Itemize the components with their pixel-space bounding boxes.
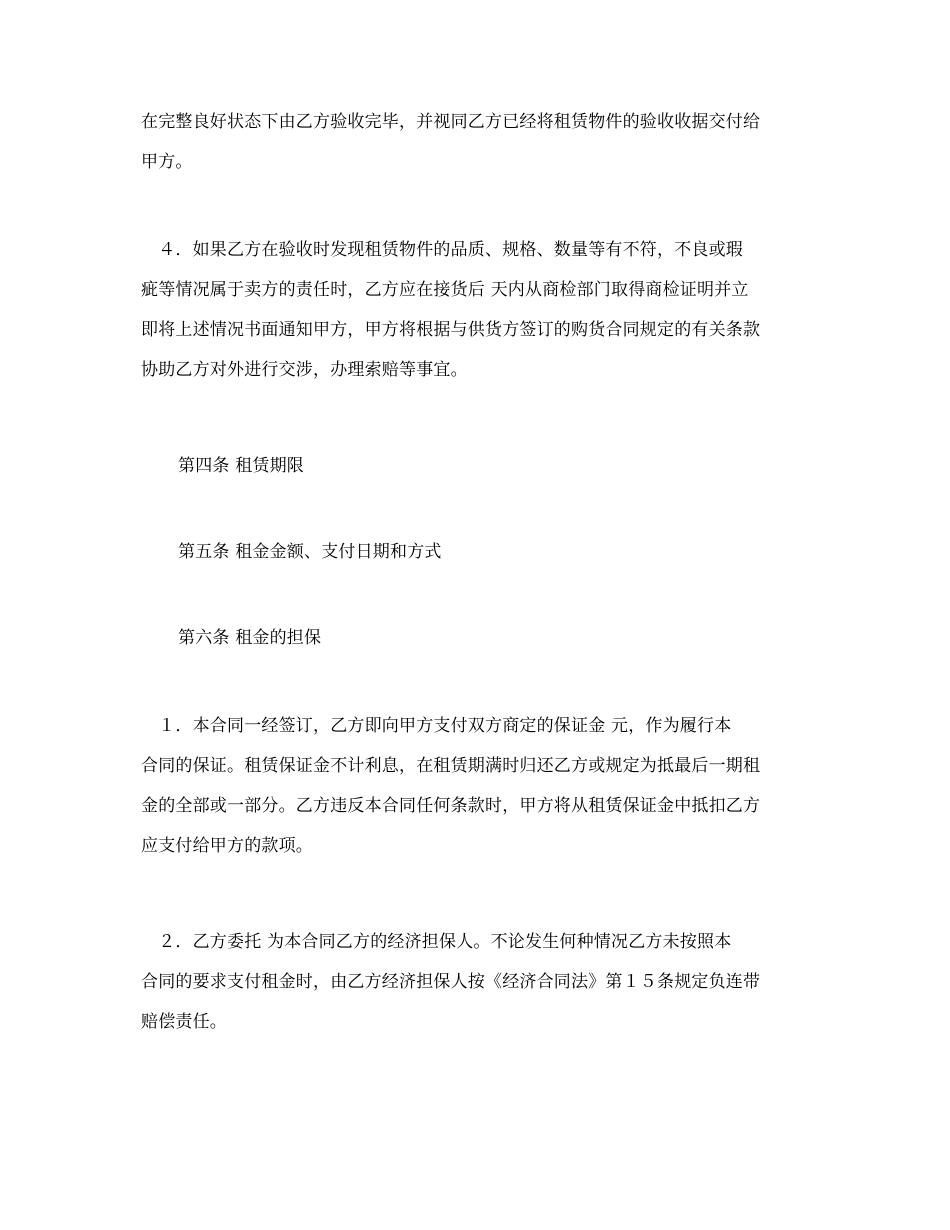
paragraph-article-6-item-2 bbox=[141, 922, 816, 1042]
article-6-heading: 第六条 租金的担保 bbox=[178, 628, 322, 648]
text-line: １．本合同一经签订，乙方即向甲方支付双方商定的保证金 元，作为履行本 bbox=[141, 716, 732, 736]
text-line: 即将上述情况书面通知甲方，甲方将根据与供货方签订的购货合同规定的有关条款 bbox=[141, 320, 761, 340]
text-line: 金的全部或一部分。乙方违反本合同任何条款时，甲方将从租赁保证金中抵扣乙方 bbox=[141, 796, 761, 816]
text-line: 协助乙方对外进行交涉，办理索赔等事宜。 bbox=[141, 360, 468, 380]
text-line: ４．如果乙方在验收时发现租赁物件的品质、规格、数量等有不符，不良或瑕 bbox=[141, 240, 743, 260]
text-line: 甲方。 bbox=[141, 152, 193, 172]
text-line: 合同的要求支付租金时，由乙方经济担保人按《经济合同法》第１５条规定负连带 bbox=[141, 972, 761, 992]
paragraph-article-6-item-1 bbox=[141, 706, 816, 866]
text-line: 应支付给甲方的款项。 bbox=[141, 836, 313, 856]
article-4-heading: 第四条 租赁期限 bbox=[178, 456, 305, 476]
text-line: ２．乙方委托 为本合同乙方的经济担保人。不论发生何种情况乙方未按照本 bbox=[141, 932, 732, 952]
paragraph-continuation bbox=[141, 102, 816, 182]
article-5-heading: 第五条 租金金额、支付日期和方式 bbox=[178, 542, 442, 562]
text-line: 合同的保证。租赁保证金不计利息，在租赁期满时归还乙方或规定为抵最后一期租 bbox=[141, 756, 761, 776]
text-line: 在完整良好状态下由乙方验收完毕，并视同乙方已经将租赁物件的验收收据交付给 bbox=[141, 112, 761, 132]
text-line: 赔偿责任。 bbox=[141, 1012, 227, 1032]
text-line: 疵等情况属于卖方的责任时，乙方应在接货后 天内从商检部门取得商检证明并立 bbox=[141, 280, 749, 300]
paragraph-item-4 bbox=[141, 230, 816, 390]
